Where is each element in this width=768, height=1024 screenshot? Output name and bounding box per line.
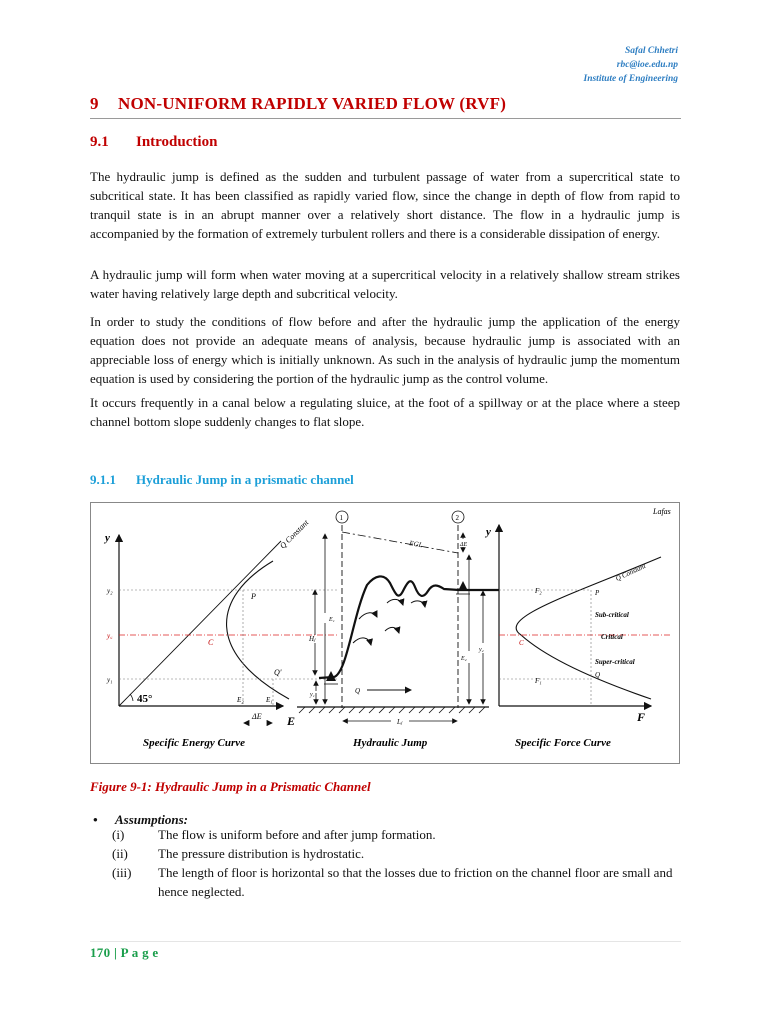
paragraph-formation: A hydraulic jump will form when water moving at a supercritical velocity in a relatively shallow stream strikes water having relatively large depth and subcritical velocity.	[90, 267, 680, 301]
energy-yc-label: y꜀	[107, 632, 113, 640]
energy-point-p: P	[251, 592, 256, 601]
force-point-q: Q	[595, 671, 601, 679]
energy-y1-label: y₁	[107, 676, 113, 684]
paragraph-occurrence: It occurs frequently in a canal below a regulating sluice, at the foot of a spillway or at the place where a steep channel bottom slope suddenly changes to flat slope.	[90, 395, 680, 429]
egl-label: EGL	[408, 539, 424, 550]
subsection-heading	[90, 472, 354, 488]
force-q-constant-label: Q Constant	[614, 561, 647, 583]
angle-label: 45°	[137, 693, 153, 705]
egl-line	[342, 532, 458, 553]
list-item	[90, 863, 685, 901]
jump-hj-label: Hⱼ	[309, 635, 316, 643]
jump-delta-label: ΔE	[460, 542, 468, 548]
force-point-c: C	[519, 639, 524, 647]
jump-e2-label: E₂	[461, 656, 467, 662]
roller-1	[359, 613, 377, 619]
list-item	[90, 825, 685, 844]
list-item-text: The flow is uniform before and after jump formation.	[158, 827, 436, 842]
chapter-heading	[90, 94, 680, 114]
paragraph-analysis: In order to study the conditions of flow before and after the hydraulic jump the application of the energy equation does not provide an adequate means of analysis, because hydraulic jump is associated with an appreciable loss of energy which is initially unknown. As such in the analysis of hydraulic jump the momentum equation is used by considering the portion of the hydraulic jump as the control volume.	[90, 314, 680, 386]
list-item-text: The pressure distribution is hydrostatic.	[158, 846, 365, 861]
assumptions-heading-text: Assumptions:	[115, 812, 188, 827]
force-f2-label: F₂	[535, 587, 542, 595]
energy-axis-x-label: E	[287, 714, 296, 728]
energy-curve-line	[227, 561, 289, 699]
hydraulic-jump-diagram	[297, 511, 499, 749]
flow-label: Q	[355, 687, 361, 695]
line-45-degree	[119, 541, 281, 706]
assumptions-list	[90, 825, 685, 901]
figure-drawing	[91, 503, 681, 765]
jump-e1-label: E₁	[329, 617, 335, 623]
chapter-divider	[90, 118, 681, 119]
author-block	[584, 44, 679, 86]
floor-hatch	[299, 707, 485, 713]
energy-delta-label: ΔE	[252, 712, 262, 721]
jump-y2-label: y₂	[479, 647, 484, 653]
chapter-number: 9	[90, 94, 99, 113]
section-1-label: 1	[339, 514, 343, 522]
specific-force-curve	[484, 525, 671, 749]
energy-q-constant-label: Q Constant	[278, 518, 311, 551]
section-number: 9.1	[90, 134, 109, 150]
list-item-number: (iii)	[112, 865, 132, 880]
section-heading	[90, 134, 217, 151]
bullet-icon: •	[93, 812, 98, 827]
force-axis-y-label: y	[486, 526, 491, 538]
subsection-number: 9.1.1	[90, 472, 116, 487]
author-institute: Institute of Engineering	[583, 74, 678, 84]
figure-caption: Figure 9-1: Hydraulic Jump in a Prismatic Channel	[90, 779, 371, 794]
force-curve-title: Specific Force Curve	[515, 737, 611, 749]
critical-label: Critical	[601, 633, 623, 641]
roller-4	[353, 638, 371, 645]
list-item-number: (ii)	[112, 846, 128, 861]
angle-arc	[130, 694, 133, 701]
paragraph-definition: The hydraulic jump is defined as the sudden and turbulent passage of water from a supercritical state to subcritical state. It has been classified as rapidly varied flow, since the change in depth of flow from rapid to tranquil state is in an abrupt manner over a relatively short distance. The flow in a hydraulic jump is accompanied by the formation of extremely turbulent rollers and there is a considerable dissipation of energy.	[90, 169, 680, 241]
jump-y1-label: y₁	[310, 692, 315, 698]
energy-curve-title: Specific Energy Curve	[143, 737, 246, 749]
section-2-label: 2	[455, 514, 459, 522]
jump-lj-label: Lⱼ	[397, 718, 403, 726]
roller-5	[385, 627, 399, 633]
jump-title: Hydraulic Jump	[353, 737, 428, 749]
author-name: Safal Chhetri	[624, 46, 678, 56]
footer-divider	[90, 941, 681, 942]
hydraulic-jump-figure	[90, 502, 680, 764]
specific-energy-curve	[103, 518, 339, 749]
section-title: Introduction	[136, 134, 218, 150]
chapter-title: NON-UNIFORM RAPIDLY VARIED FLOW (RVF)	[118, 94, 507, 113]
energy-point-c: C	[208, 638, 214, 647]
roller-3	[411, 601, 425, 607]
sub-critical-label: Sub-critical	[595, 611, 629, 619]
super-critical-label: Super-critical	[595, 658, 635, 666]
force-axis-x-label: F	[637, 710, 646, 724]
author-email[interactable]: rbc@ioe.edu.np	[616, 60, 678, 70]
list-item-text: The length of floor is horizontal so that the losses due to friction on the channel floor are small and hence neglected.	[158, 865, 673, 899]
water-level-triangle-2	[458, 581, 468, 591]
figure-credit: Lafas	[653, 507, 671, 516]
subsection-title: Hydraulic Jump in a prismatic channel	[136, 472, 354, 487]
list-item	[90, 844, 685, 863]
force-f1-label: F₁	[535, 677, 542, 685]
water-surface	[319, 576, 499, 678]
page-number: 170 | P a g e	[90, 945, 159, 960]
list-item-number: (i)	[112, 827, 125, 842]
roller-2	[387, 599, 403, 605]
energy-e1-label: E₁	[266, 696, 273, 704]
force-point-p: P	[595, 589, 600, 597]
energy-axis-y-label: y	[105, 532, 110, 544]
energy-point-q: Q'	[274, 668, 282, 677]
energy-e2-label: E₂	[237, 696, 244, 704]
energy-y2-label: y₂	[107, 587, 113, 595]
